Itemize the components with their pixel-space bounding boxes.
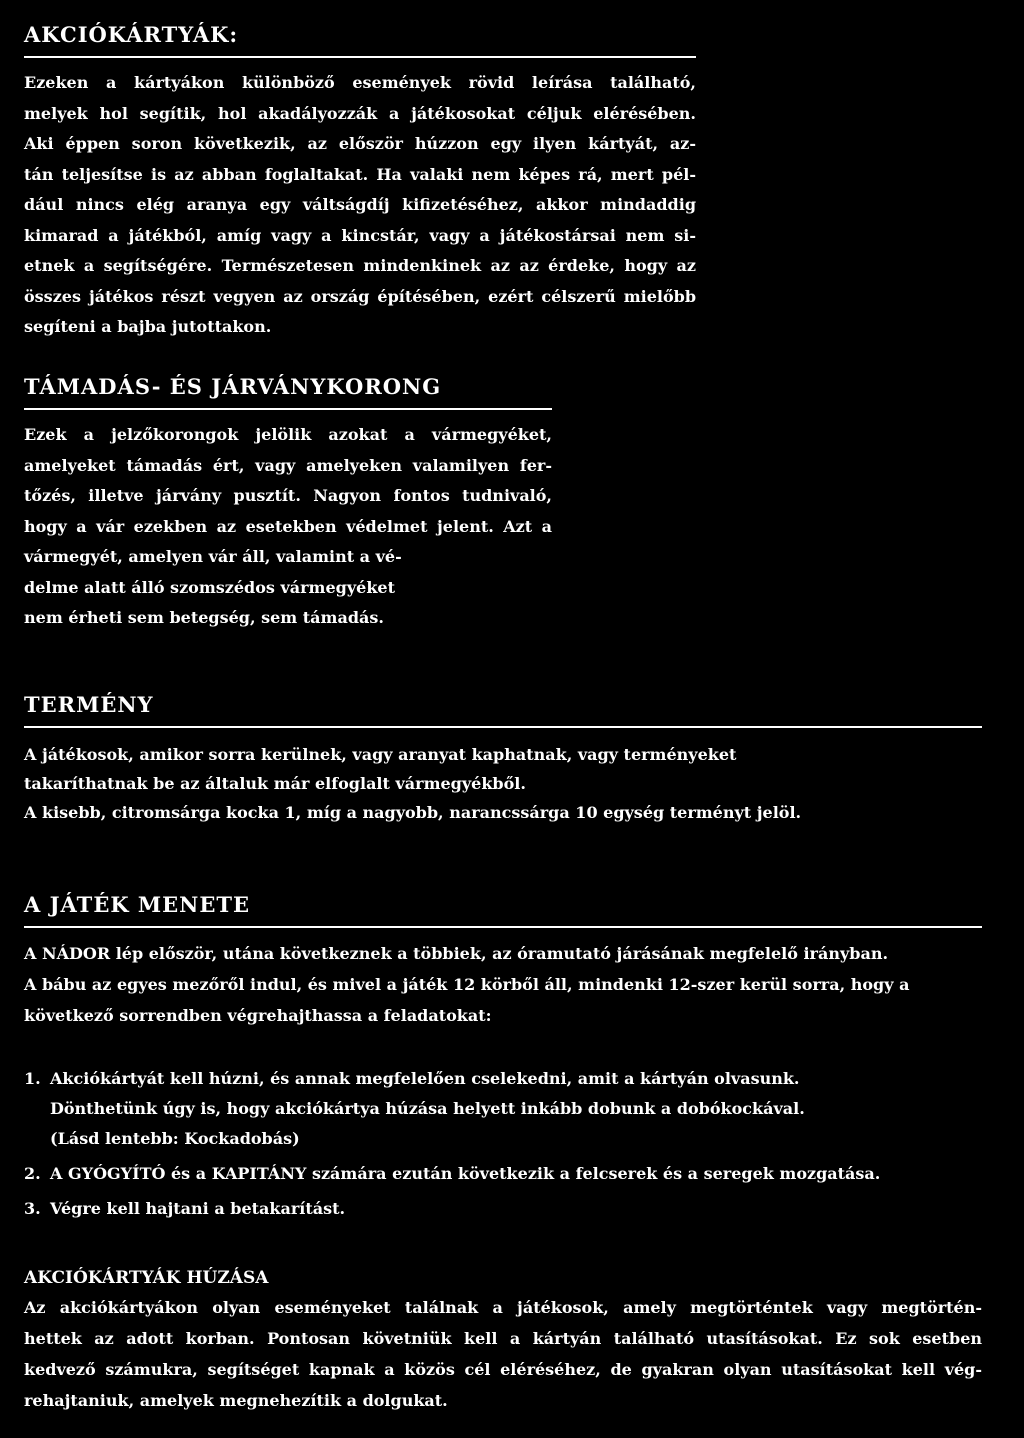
- body-line: kimarad a játékból, amíg vagy a kincstár, vagy a játékostársai nem si-: [24, 225, 696, 245]
- section-body: [24, 1292, 982, 1416]
- steps-list: [24, 1064, 982, 1224]
- section-title: TERMÉNY: [24, 692, 154, 717]
- section-body: [24, 420, 552, 634]
- section-akciokartyak-huzasa: [24, 1268, 982, 1416]
- step-line: (Lásd lentebb: Kockadobás): [50, 1129, 300, 1148]
- section-subtitle: AKCIÓKÁRTYÁK HÚZÁSA: [24, 1268, 269, 1288]
- section-tamadas: [24, 374, 552, 634]
- section-termeny: [24, 692, 982, 827]
- list-item: [24, 1064, 982, 1154]
- section-title: TÁMADÁS- ÉS JÁRVÁNYKORONG: [24, 374, 442, 399]
- body-line: A bábu az egyes mezőről indul, és mivel a játék 12 körből áll, mindenki 12-szer kerül sorra, hogy a: [24, 975, 910, 994]
- section-body: [24, 68, 696, 343]
- step-line: Akciókártyát kell húzni, és annak megfelelően cselekedni, amit a kártyán olvasunk.: [50, 1069, 800, 1088]
- body-line: Az akciókártyákon olyan eseményeket találnak a játékosok, amely megtörténtek vagy megtörtén-: [24, 1298, 982, 1317]
- body-line: Ezek a jelzőkorongok jelölik azokat a vármegyéket,: [24, 425, 552, 444]
- body-line: hettek az adott korban. Pontosan követniük kell a kártyán található utasításokat. Ez sok esetben: [24, 1329, 982, 1348]
- step-line: A GYÓGYÍTÓ és a KAPITÁNY számára ezután következik a felcserek és a seregek mozgatása.: [50, 1164, 881, 1183]
- section-akciokartyak: [24, 22, 696, 343]
- list-item: [24, 1159, 982, 1189]
- body-line: Aki éppen soron következik, az először húzzon egy ilyen kártyát, az-: [24, 134, 696, 153]
- body-line: amelyeket támadás ért, vagy amelyeken valamilyen fer-: [24, 455, 552, 475]
- section-title: A JÁTÉK MENETE: [24, 892, 250, 917]
- body-line: A kisebb, citromsárga kocka 1, míg a nagyobb, narancssárga 10 egység terményt jelöl.: [24, 803, 802, 822]
- section-jatek-menete: [24, 892, 982, 1224]
- section-divider: [24, 726, 982, 728]
- body-line: segíteni a bajba jutottakon.: [24, 317, 272, 336]
- body-line: hogy a vár ezekben az esetekben védelmet jelent. Azt a: [24, 516, 552, 536]
- body-line: következő sorrendben végrehajthassa a feladatokat:: [24, 1006, 492, 1025]
- body-line: A játékosok, amikor sorra kerülnek, vagy aranyat kaphatnak, vagy terményeket: [24, 745, 737, 764]
- body-line: Ezeken a kártyákon különböző események rövid leírása található,: [24, 73, 696, 92]
- list-item: [24, 1194, 982, 1224]
- body-line: vármegyét, amelyen vár áll, valamint a vé-: [24, 547, 402, 566]
- section-divider: [24, 408, 552, 410]
- body-line: összes játékos részt vegyen az ország építésében, ezért célszerű mielőbb: [24, 286, 696, 306]
- body-line: etnek a segítségére. Természetesen mindenkinek az az érdeke, hogy az: [24, 256, 696, 275]
- step-number: 1.: [24, 1069, 41, 1088]
- section-body: [24, 740, 982, 827]
- body-line: dául nincs elég aranya egy váltságdíj kifizetéséhez, akkor mindaddig: [24, 195, 696, 214]
- step-number: 2.: [24, 1164, 41, 1183]
- section-divider: [24, 926, 982, 928]
- body-line: tőzés, illetve járvány pusztít. Nagyon fontos tudnivaló,: [24, 486, 552, 505]
- step-line: Dönthetünk úgy is, hogy akciókártya húzása helyett inkább dobunk a dobókockával.: [50, 1099, 805, 1118]
- body-line: nem érheti sem betegség, sem támadás.: [24, 608, 384, 627]
- body-line: takaríthatnak be az általuk már elfoglalt vármegyékből.: [24, 774, 526, 793]
- step-line: Végre kell hajtani a betakarítást.: [50, 1199, 346, 1218]
- body-line: rehajtaniuk, amelyek megnehezítik a dolgukat.: [24, 1391, 448, 1410]
- body-line: kedvező számukra, segítséget kapnak a közös cél eléréséhez, de gyakran olyan utasításokat kell vég-: [24, 1360, 982, 1379]
- body-line: delme alatt álló szomszédos vármegyéket: [24, 577, 395, 597]
- section-body: [24, 938, 982, 1031]
- body-line: melyek hol segítik, hol akadályozzák a játékosokat céljuk elérésében.: [24, 103, 696, 123]
- body-line: A NÁDOR lép először, utána következnek a többiek, az óramutató járásának megfelelő irányban.: [24, 944, 889, 963]
- body-line: tán teljesítse is az abban foglaltakat. Ha valaki nem képes rá, mert pél-: [24, 164, 696, 184]
- section-divider: [24, 56, 696, 58]
- step-number: 3.: [24, 1199, 41, 1218]
- section-title: AKCIÓKÁRTYÁK:: [24, 22, 239, 47]
